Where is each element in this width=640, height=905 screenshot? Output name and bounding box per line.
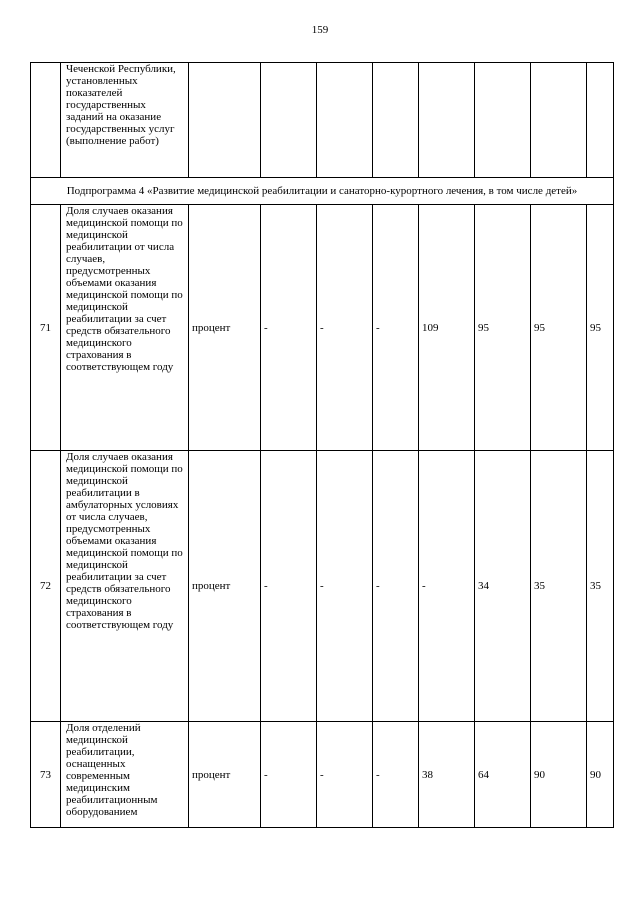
unit: процент (189, 722, 261, 828)
cell-value: - (419, 451, 475, 722)
cell-value: 90 (531, 722, 587, 828)
cell-value: 95 (531, 205, 587, 451)
indicators-table (30, 62, 614, 828)
cell-value: 64 (475, 722, 531, 828)
cell-value: 109 (419, 205, 475, 451)
table-row (31, 451, 614, 722)
cell-unit (189, 63, 261, 178)
indicator-name: Доля случаев оказания медицинской помощи по медицинской реабилитации в амбулаторных условиях от числа случаев, предусмотренных объемами оказания медицинской помощи по медицинской реабилитации за счет средств обязательного медицинского страхования в соответствующем году (61, 451, 189, 722)
cell-value: - (261, 205, 317, 451)
cell-value (587, 63, 614, 178)
cell-value: - (373, 722, 419, 828)
cell-value: - (261, 722, 317, 828)
subprogram-title: Подпрограмма 4 «Развитие медицинской реабилитации и санаторно-курортного лечения, в том числе детей» (31, 178, 614, 205)
cell-value (419, 63, 475, 178)
cell-value: - (317, 205, 373, 451)
cell-value (373, 63, 419, 178)
cell-value: 35 (531, 451, 587, 722)
cell-value (261, 63, 317, 178)
row-number: 72 (31, 451, 61, 722)
cell-value (475, 63, 531, 178)
cell-value: 90 (587, 722, 614, 828)
table-row (31, 63, 614, 178)
cell-num (31, 63, 61, 178)
cell-value: 38 (419, 722, 475, 828)
row-number: 71 (31, 205, 61, 451)
cell-value: 35 (587, 451, 614, 722)
cell-value (317, 63, 373, 178)
row-number: 73 (31, 722, 61, 828)
cell-value: 95 (475, 205, 531, 451)
cell-value: - (373, 205, 419, 451)
cell-value: - (261, 451, 317, 722)
indicator-name: Чеченской Республики, установленных показателей государственных заданий на оказание государственных услуг (выполнение работ) (61, 63, 189, 178)
indicator-name: Доля случаев оказания медицинской помощи по медицинской реабилитации от числа случаев, предусмотренных объемами оказания медицинской помощи по медицинской реабилитации за счет средств обязательного медицинского страхования в соответствующем году (61, 205, 189, 451)
cell-value: 34 (475, 451, 531, 722)
cell-value: - (373, 451, 419, 722)
unit: процент (189, 205, 261, 451)
cell-value: - (317, 451, 373, 722)
table-row (31, 722, 614, 828)
cell-value (531, 63, 587, 178)
indicator-name: Доля отделений медицинской реабилитации, оснащенных современным медицинским реабилитационным оборудованием (61, 722, 189, 828)
unit: процент (189, 451, 261, 722)
page-number: 159 (311, 24, 329, 36)
subprogram-row (31, 178, 614, 205)
cell-value: - (317, 722, 373, 828)
cell-value: 95 (587, 205, 614, 451)
table-row (31, 205, 614, 451)
